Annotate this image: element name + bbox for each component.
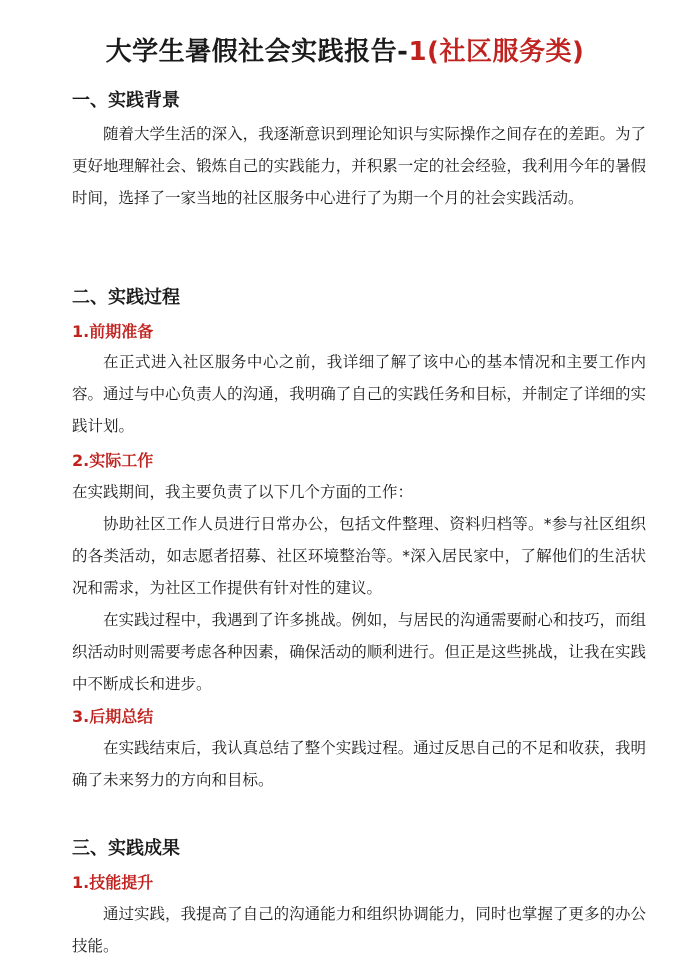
paragraph: 在实践过程中，我遇到了许多挑战。例如，与居民的沟通需要耐心和技巧，而组织活动时则需要考虑各种因素，确保活动的顺利进行。但正是这些挑战，让我在实践中不断成长和进步。 [72,611,646,693]
section-heading: 二、实践过程 [72,287,180,308]
subsection-heading: 3.后期总结 [72,707,154,726]
section-heading: 一、实践背景 [72,90,180,111]
paragraph: 协助社区工作人员进行日常办公，包括文件整理、资料归档等。*参与社区组织的各类活动，如志愿者招募、社区环境整治等。*深入居民家中，了解他们的生活状况和需求，为社区工作提供有针对性的建议。 [72,515,646,597]
section-background [72,88,646,114]
paragraph: 在正式进入社区服务中心之前，我详细了解了该中心的基本情况和主要工作内容。通过与中心负责人的沟通，我明确了自己的实践任务和目标，并制定了详细的实践计划。 [72,353,646,435]
subsection-summary [72,705,646,729]
title-main: 大学生暑假社会实践报告- [105,37,409,67]
section-process [72,285,646,311]
paragraph: 通过实践，我提高了自己的沟通能力和组织协调能力，同时也掌握了更多的办公技能。 [72,905,646,955]
paragraph: 在实践结束后，我认真总结了整个实践过程。通过反思自己的不足和收获，我明确了未来努力的方向和目标。 [72,739,646,789]
paragraph-intro: 在实践期间，我主要负责了以下几个方面的工作： [72,483,414,501]
subsection-skills [72,871,646,895]
paragraph: 随着大学生活的深入，我逐渐意识到理论知识与实际操作之间存在的差距。为了更好地理解社会、锻炼自己的实践能力，并积累一定的社会经验，我利用今年的暑假时间，选择了一家当地的社区服务中心进行了为期一个月的社会实践活动。 [72,125,646,207]
subsection-work [72,449,646,473]
subsection-summary-body [72,732,646,796]
section-heading: 三、实践成果 [72,838,180,859]
subsection-skills-body [72,898,646,962]
subsection-preparation-body [72,346,646,442]
section-results [72,836,646,862]
subsection-heading: 1.前期准备 [72,322,154,341]
section-background-body [72,118,646,214]
subsection-heading: 2.实际工作 [72,451,154,470]
title-accent: 1(社区服务类) [408,37,585,67]
document-title [0,34,690,70]
subsection-heading: 1.技能提升 [72,873,154,892]
subsection-work-body [72,476,646,700]
subsection-preparation [72,320,646,344]
